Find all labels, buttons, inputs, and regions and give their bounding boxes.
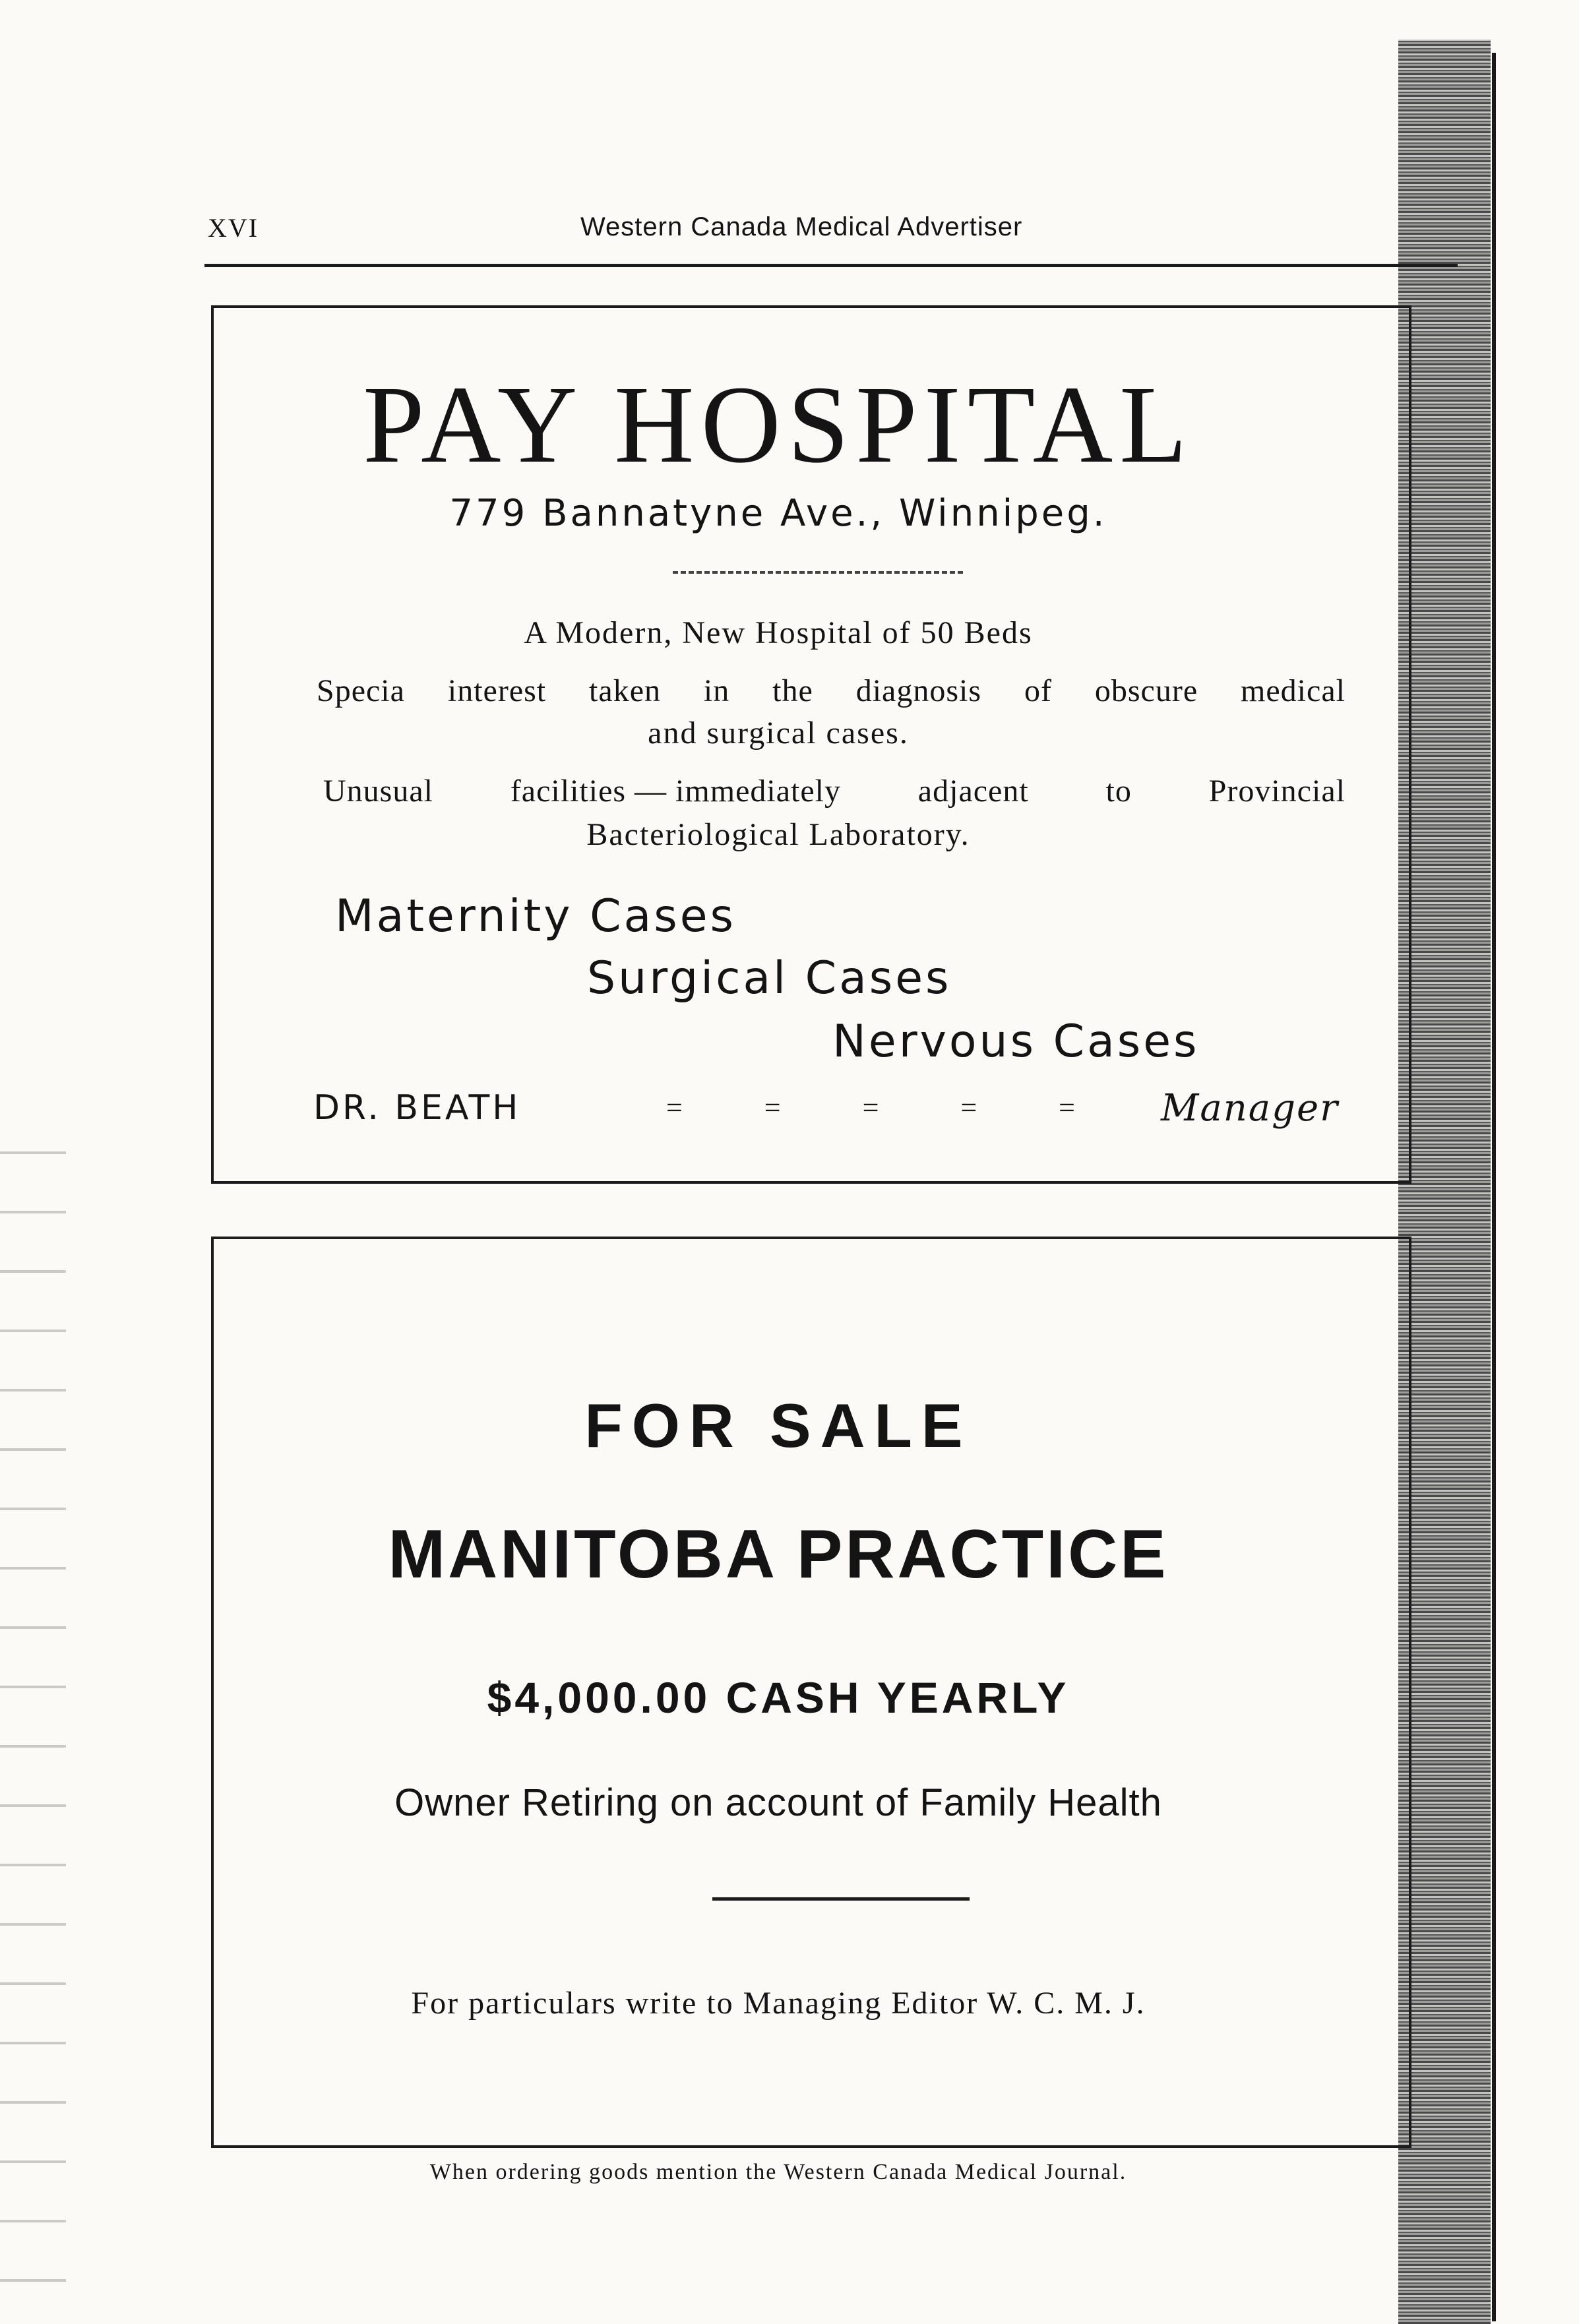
sale-reason: Owner Retiring on account of Family Health (394, 1781, 1162, 1824)
sale-contact: For particulars write to Managing Editor W. C. M. J. (411, 1986, 1146, 2021)
dashed-divider (673, 571, 963, 574)
hospital-ad-line-1: A Modern, New Hospital of 50 Beds (524, 615, 1033, 650)
line-2-word: interest (447, 673, 547, 708)
surgical-cases-label: Surgical Cases (587, 952, 952, 1004)
hospital-ad-title: PAY HOSPITAL (363, 363, 1194, 486)
line-2-word: in (703, 673, 730, 708)
line-2-word: of (1024, 673, 1052, 708)
sale-divider (712, 1897, 970, 1901)
journal-title: Western Canada Medical Advertiser (580, 212, 1023, 241)
line-2-word: medical (1241, 673, 1346, 708)
line-4-word: to (1105, 774, 1132, 809)
hospital-ad-line-2 (317, 673, 1346, 709)
practice-income: $4,000.00 CASH YEARLY (487, 1673, 1070, 1722)
hospital-ad-line-5: Bacteriological Laboratory. (586, 817, 970, 852)
practice-subject: MANITOBA PRACTICE (388, 1516, 1169, 1593)
hospital-ad-address: 779 Bannatyne Ave., Winnipeg. (449, 492, 1107, 535)
for-sale-heading: FOR SALE (584, 1391, 972, 1460)
line-4-word: facilities — immediately (510, 774, 841, 809)
manager-title: Manager (1161, 1087, 1339, 1130)
line-4-word: Unusual (323, 774, 433, 809)
scan-specks (0, 1121, 66, 2308)
scan-edge-shadow (1398, 40, 1491, 2324)
manager-separators (666, 1091, 1075, 1124)
hospital-ad-line-4 (323, 773, 1346, 809)
manager-name: DR. BEATH (313, 1088, 521, 1128)
page-number: XVI (208, 213, 259, 243)
header-rule (204, 264, 1458, 267)
line-2-word: the (772, 673, 813, 708)
separator: = (666, 1091, 683, 1124)
scan-edge-line (1492, 53, 1496, 2321)
line-4-word: adjacent (917, 774, 1029, 809)
maternity-cases-label: Maternity Cases (335, 890, 736, 942)
line-2-word: diagnosis (855, 673, 982, 708)
line-2-word: taken (589, 673, 661, 708)
line-2-word: Specia (317, 673, 405, 708)
separator: = (1059, 1091, 1075, 1124)
separator: = (862, 1091, 879, 1124)
line-2-word: obscure (1094, 673, 1198, 708)
separator: = (764, 1091, 781, 1124)
footer-note: When ordering goods mention the Western Canada Medical Journal. (429, 2160, 1127, 2184)
nervous-cases-label: Nervous Cases (832, 1016, 1200, 1068)
line-4-word: Provincial (1208, 774, 1346, 809)
separator: = (960, 1091, 977, 1124)
hospital-ad-line-3: and surgical cases. (648, 716, 909, 750)
